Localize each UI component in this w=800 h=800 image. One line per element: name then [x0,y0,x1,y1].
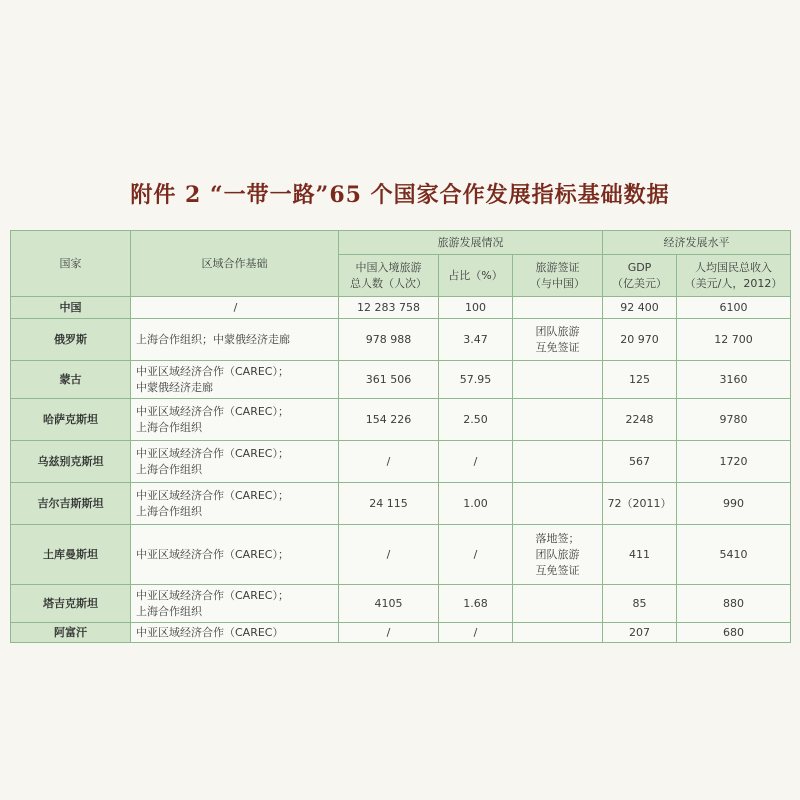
country-cell: 吉尔吉斯斯坦 [11,483,131,525]
gni-cell: 880 [677,585,791,623]
table-row [11,585,791,623]
header-tourists [339,255,439,297]
country-cell: 阿富汗 [11,623,131,643]
visa-cell [513,623,603,643]
header-gni [677,255,791,297]
country-cell: 蒙古 [11,361,131,399]
tourists-cell: 4105 [339,585,439,623]
gdp-cell: 207 [603,623,677,643]
country-cell: 中国 [11,297,131,319]
share-cell: 57.95 [439,361,513,399]
visa-cell [513,319,603,361]
visa-cell [513,585,603,623]
regional-base-line1: / [233,300,238,314]
visa-cell [513,361,603,399]
visa-line2: 互免签证 [535,340,580,354]
tourists-cell: / [339,623,439,643]
table-row [11,441,791,483]
header-visa-line2: （与中国） [530,276,585,290]
regional-base-line2: 中蒙俄经济走廊 [136,380,213,394]
regional-base-line1: 中亚区域经济合作（CAREC）； [136,446,289,460]
regional-base-cell [131,399,339,441]
visa-cell [513,525,603,585]
regional-base-cell [131,525,339,585]
regional-base-line1: 中亚区域经济合作（CAREC）； [136,488,289,502]
gni-cell: 1720 [677,441,791,483]
header-tourism-group: 旅游发展情况 [339,231,603,255]
regional-base-line1: 上海合作组织；中蒙俄经济走廊 [136,332,290,346]
country-cell: 塔吉克斯坦 [11,585,131,623]
header-economy-group: 经济发展水平 [603,231,791,255]
header-gni-line1: 人均国民总收入 [695,260,773,274]
header-share: 占比（%） [439,255,513,297]
header-gdp [603,255,677,297]
gni-cell: 9780 [677,399,791,441]
gni-cell: 6100 [677,297,791,319]
table-row [11,399,791,441]
regional-base-cell [131,319,339,361]
regional-base-line1: 中亚区域经济合作（CAREC）； [136,364,289,378]
visa-line3: 互免签证 [535,563,580,577]
table-row [11,297,791,319]
gdp-cell: 125 [603,361,677,399]
header-country: 国家 [11,231,131,297]
country-cell: 土库曼斯坦 [11,525,131,585]
table-row [11,361,791,399]
header-regional-base: 区域合作基础 [131,231,339,297]
header-visa [513,255,603,297]
table-row [11,319,791,361]
regional-base-line1: 中亚区域经济合作（CAREC） [136,625,284,639]
regional-base-cell [131,361,339,399]
visa-cell [513,297,603,319]
regional-base-line1: 中亚区域经济合作（CAREC）； [136,588,289,602]
visa-cell [513,399,603,441]
table-body [11,297,791,643]
visa-cell [513,441,603,483]
share-cell: / [439,441,513,483]
tourists-cell: 24 115 [339,483,439,525]
gdp-cell: 20 970 [603,319,677,361]
document-title: 附件 2 “一带一路”65 个国家合作发展指标基础数据 [130,182,670,208]
country-cell: 俄罗斯 [11,319,131,361]
gni-cell: 12 700 [677,319,791,361]
header-gni-line2: （美元/人，2012） [684,276,783,290]
indicator-table [10,230,791,643]
tourists-cell: / [339,441,439,483]
regional-base-line2: 上海合作组织 [136,420,202,434]
tourists-cell: / [339,525,439,585]
gdp-cell: 72（2011） [603,483,677,525]
visa-line2: 团队旅游 [535,547,580,561]
header-gdp-line2: （亿美元） [612,276,668,290]
share-cell: 100 [439,297,513,319]
header-tourists-line1: 中国入境旅游 [355,260,422,274]
visa-line1: 团队旅游 [535,324,580,338]
gdp-cell: 85 [603,585,677,623]
regional-base-cell [131,483,339,525]
regional-base-line1: 中亚区域经济合作（CAREC）； [136,404,289,418]
header-tourists-line2: 总人数（人次） [350,276,427,290]
tourists-cell: 978 988 [339,319,439,361]
tourists-cell: 154 226 [339,399,439,441]
visa-line1: 落地签； [535,531,580,545]
regional-base-cell [131,297,339,319]
share-cell: 1.00 [439,483,513,525]
gdp-cell: 2248 [603,399,677,441]
table-row [11,525,791,585]
header-gdp-line1: GDP [627,260,652,274]
share-cell: / [439,623,513,643]
gdp-cell: 567 [603,441,677,483]
regional-base-line2: 上海合作组织 [136,462,202,476]
gdp-cell: 92 400 [603,297,677,319]
gni-cell: 680 [677,623,791,643]
regional-base-cell [131,623,339,643]
gni-cell: 990 [677,483,791,525]
header-visa-line1: 旅游签证 [535,260,580,274]
tourists-cell: 12 283 758 [339,297,439,319]
regional-base-line1: 中亚区域经济合作（CAREC）； [136,547,289,561]
regional-base-cell [131,441,339,483]
regional-base-line2: 上海合作组织 [136,504,202,518]
share-cell: 1.68 [439,585,513,623]
regional-base-cell [131,585,339,623]
visa-cell [513,483,603,525]
share-cell: 2.50 [439,399,513,441]
gni-cell: 5410 [677,525,791,585]
share-cell: 3.47 [439,319,513,361]
share-cell: / [439,525,513,585]
country-cell: 乌兹别克斯坦 [11,441,131,483]
gdp-cell: 411 [603,525,677,585]
country-cell: 哈萨克斯坦 [11,399,131,441]
table-row [11,623,791,643]
gni-cell: 3160 [677,361,791,399]
table-row [11,483,791,525]
tourists-cell: 361 506 [339,361,439,399]
regional-base-line2: 上海合作组织 [136,604,202,618]
